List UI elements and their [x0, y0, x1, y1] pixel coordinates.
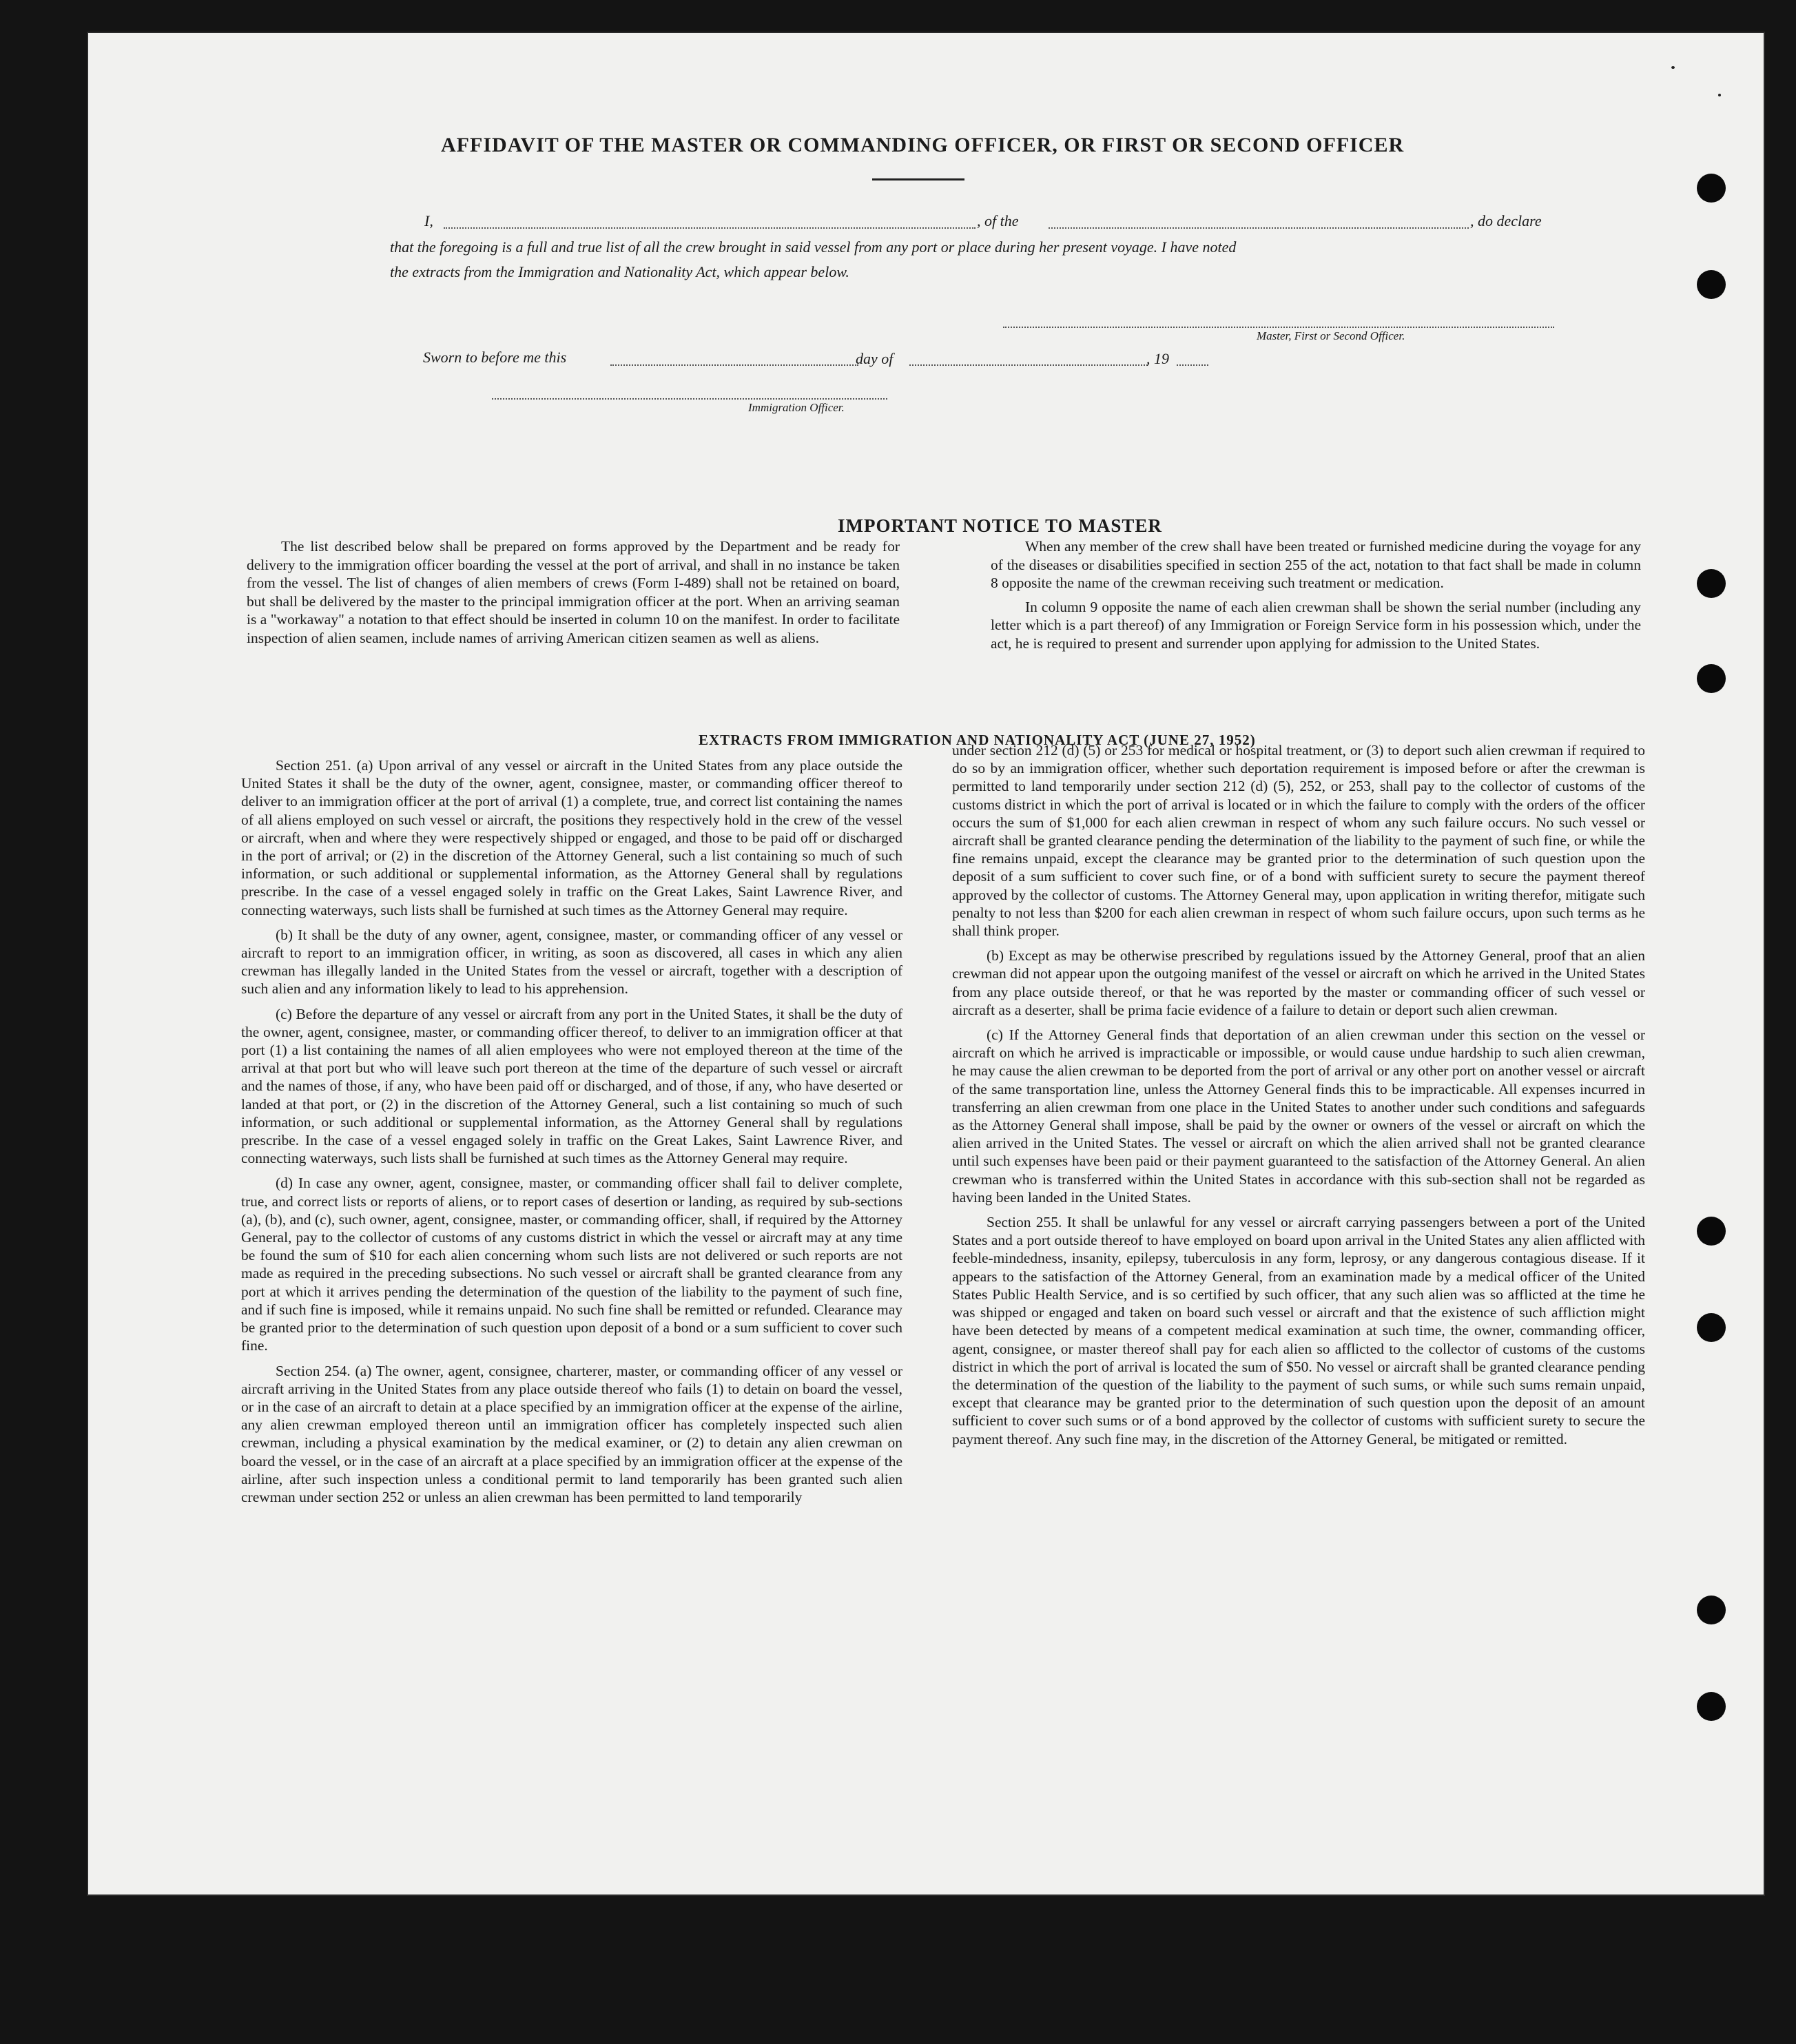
section-251-d: (d) In case any owner, agent, consignee, master, or commanding officer shall fail to deliver complete, true, and correct lists or reports of aliens, or to report cases of desertion or landing, as required by sub-sections (a), (b), and (c), such owner, agent, consignee, master, or commanding officer, shall, if required by the Attorney General, pay to the collector of customs of any customs district in which the vessel or aircraft may at any time be found the sum of $10 for each alien concerning whom such lists are not delivered or such reports are not made as required in the preceding subsections. No such vessel or aircraft shall be granted clearance from any port at which it arrives pending the determination of the question of the liability to the payment of such fine, and if such fine is imposed, while it remains unpaid. No such fine shall be remitted or refunded. Clearance may be granted prior to the determination of such question upon deposit of a bond or a sum sufficient to cover such fine.: [241, 1175, 902, 1354]
sworn-month-field[interactable]: [909, 364, 1148, 366]
declare-suffix: , do declare: [1470, 212, 1542, 229]
notice-paragraph: In column 9 opposite the name of each alien crewman shall be shown the serial number (including any letter which is a part thereof) of any Immigration or Foreign Service form in his possession which, under the act, he is required to present and surrender upon applying for admission to the United States.: [991, 598, 1641, 652]
notice-paragraph: When any member of the crew shall have been treated or furnished medicine during the voyage for any of the diseases or disabilities specified in section 255 of the act, notation to that fact shall be made in column 8 opposite the name of the crewman receiving such treatment or medication.: [991, 538, 1641, 591]
sworn-day-label: day of: [856, 350, 894, 367]
extracts-title: EXTRACTS FROM IMMIGRATION AND NATIONALITY ACT (JUNE 27, 1952): [699, 732, 1256, 748]
binder-hole: [1697, 664, 1726, 693]
binder-hole: [1697, 1313, 1726, 1342]
affidavit-title: AFFIDAVIT OF THE MASTER OR COMMANDING OFFICER, OR FIRST OR SECOND OFFICER: [441, 134, 1405, 156]
extracts-right-column: [952, 741, 1645, 1455]
sworn-prefix: Sworn to before me this: [423, 349, 567, 366]
title-rule: [872, 178, 964, 180]
binder-hole: [1697, 1692, 1726, 1721]
document-page: [87, 32, 1765, 1896]
sworn-year-field[interactable]: [1177, 364, 1208, 366]
binder-hole: [1697, 1596, 1726, 1624]
sworn-year-label: , 19: [1146, 350, 1169, 367]
master-signature-label: Master, First or Second Officer.: [1257, 329, 1405, 342]
declarant-name-field[interactable]: [444, 227, 976, 229]
notice-paragraph: The list described below shall be prepared on forms approved by the Department and be ready for delivery to the immigration officer boarding the vessel at the port of arrival, and shall in no instance be taken from the vessel. The list of changes of alien members of crews (Form I-489) shall not be retained on board, but shall be delivered by the master to the principal immigration officer at the port. When an arriving seaman is a "workaway" a notation to that effect should be inserted in column 10 on the manifest. In order to facilitate inspection of alien seamen, include names of arriving American citizen seamen as well as aliens.: [247, 538, 900, 646]
declaration-statement-1: that the foregoing is a full and true list of all the crew brought in said vessel from any port or place during her present voyage. I have noted: [390, 238, 1237, 256]
officer-signature-field[interactable]: [492, 398, 887, 400]
section-251-b: (b) It shall be the duty of any owner, agent, consignee, master, or commanding officer of any vessel or aircraft to report to an immigration officer, in writing, as soon as discovered, all cases in which any alien crewman has illegally landed in the United States from the vessel or aircraft, together with a description of such alien and any information likely to lead to his apprehension.: [241, 926, 902, 998]
officer-signature-label: Immigration Officer.: [748, 401, 845, 414]
notice-title: IMPORTANT NOTICE TO MASTER: [838, 515, 1162, 536]
section-254-b: (b) Except as may be otherwise prescribed by regulations issued by the Attorney General, proof that an alien crewman did not appear upon the outgoing manifest of the vessel or aircraft on which he arrived in the United States from any place outside thereof, or that he was reported by the master or commanding officer of such vessel or aircraft as a deserter, shall be prima facie evidence of a failure to detain or deport such alien crewman.: [952, 947, 1645, 1018]
section-251-a: Section 251. (a) Upon arrival of any vessel or aircraft in the United States from any place outside the United States it shall be the duty of the owner, agent, consignee, master, or commanding officer thereof to deliver to an immigration officer at the port of arrival (1) a complete, true, and correct list containing the names of all aliens employed on such vessel or aircraft, the positions they respectively hold in the crew of the vessel or aircraft, when and where they were respectively shipped or engaged, and those to be paid off or discharged in the port of arrival; or (2) in the discretion of the Attorney General, such a list containing so much of such information, or such additional or supplemental information, as the Attorney General shall by regulations prescribe. In the case of a vessel engaged solely in traffic on the Great Lakes, Saint Lawrence River, and connecting waterways, such lists shall be furnished at such times as the Attorney General may require.: [241, 757, 902, 918]
binder-hole: [1697, 174, 1726, 203]
section-254-a-continued: under section 212 (d) (5) or 253 for medical or hospital treatment, or (3) to deport such alien crewman if required to do so by an immigration officer, whether such deportation requirement is imposed before or after the crewman is permitted to land temporarily under section 212 (d) (5), 252, or 253, shall pay to the collector of customs of the customs district in which the port of arrival is located or in which the failure to comply with the orders of the officer occurs the sum of $1,000 for each alien crewman in respect of whom any such failure occurs. No such vessel or aircraft shall be granted clearance pending the determination of the liability to the payment of such fine, or while the fine remains unpaid, except the clearance may be granted prior to the determination of such question upon the deposit of a sum sufficient to cover such fine, or of a bond with sufficient surety to secure the payment thereof approved by the collector of customs. The Attorney General may, upon application in writing therefor, mitigate such penalty to not less than $200 for each alien crewman in respect of whom such failure occurs, upon such terms as he shall think proper.: [952, 742, 1645, 940]
notice-right-column: [991, 537, 1641, 658]
notice-left-column: [247, 537, 900, 652]
section-255: Section 255. It shall be unlawful for any vessel or aircraft carrying passengers between a port of the United States and a port outside thereof to have employed on board upon arrival in the United States any alien afflicted with feeble-mindedness, insanity, epilepsy, tuberculosis in any form, leprosy, or any dangerous contagious disease. If it appears to the satisfaction of the Attorney General, from an examination made by a medical officer of the United States Public Health Service, and is so certified by such officer, that any such alien was so afflicted at the time he was shipped or engaged and taken on board such vessel or aircraft and that the existence of such affliction might have been detected by means of a competent medical examination at such time, the owner, commanding officer, agent, consignee, or master thereof shall pay for each alien so afflicted to the collector of customs of the customs district in which the port of arrival is located the sum of $50. No vessel or aircraft shall be granted clearance pending the determination of the question of the liability to the payment of such sums, or while such sums remain unpaid, except that clearance may be granted prior to the determination of such question upon the deposit of an amount sufficient to cover such sums or of a bond approved by the collector of customs with sufficient surety to secure the payment thereof. Any such fine may, in the discretion of the Attorney General, be mitigated or remitted.: [952, 1214, 1645, 1447]
binder-hole: [1697, 569, 1726, 598]
sworn-day-field[interactable]: [610, 364, 858, 366]
binder-hole: [1697, 1217, 1726, 1246]
scan-speck: [1671, 66, 1675, 69]
extracts-left-column: [241, 756, 902, 1513]
vessel-prefix: , of the: [977, 212, 1019, 229]
vessel-name-field[interactable]: [1049, 227, 1469, 229]
section-251-c: (c) Before the departure of any vessel or aircraft from any port in the United States, it shall be the duty of the owner, agent, consignee, master, or commanding officer thereof, to deliver to an immigration officer at that port (1) a list containing the names of all alien employees who were not employed thereon at the time of the arrival at that port but who will leave such port thereon at the time of the departure of such vessel or aircraft and the names of those, if any, who have been paid off or discharged, and of those, if any, who have deserted or landed at that port, or (2) in the discretion of the Attorney General, such a list containing so much of such information, or such additional or supplemental information, as the Attorney General shall by regulations prescribe. In the case of a vessel engaged solely in traffic on the Great Lakes, Saint Lawrence River, and connecting waterways, such lists shall be furnished at such times as the Attorney General may require.: [241, 1005, 902, 1167]
declarant-prefix: I,: [424, 212, 433, 229]
binder-hole: [1697, 270, 1726, 299]
master-signature-field[interactable]: [1003, 327, 1554, 328]
section-254-c: (c) If the Attorney General finds that deportation of an alien crewman under this section on the vessel or aircraft on which he arrived is impracticable or impossible, or would cause undue hardship to such alien crewman, he may cause the alien crewman to be deported from the port of arrival or any other port on another vessel or aircraft of the same transportation line, unless the Attorney General finds this to be impracticable. All expenses incurred in transferring an alien crewman from one place in the United States to another under such conditions and safeguards as the Attorney General shall impose, shall be paid by the owner or owners of the vessel or aircraft on which the alien arrived in the United States. The vessel or aircraft on which the alien arrived shall not be granted clearance until such expenses have been paid or their payment guaranteed to the satisfaction of the Attorney General. An alien crewman who is transferred within the United States in accordance with this sub-section shall not be regarded as having been landed in the United States.: [952, 1026, 1645, 1206]
scan-speck: [1718, 94, 1721, 96]
section-254-a: Section 254. (a) The owner, agent, consignee, charterer, master, or commanding officer of any vessel or aircraft arriving in the United States from any place outside thereof who fails (1) to detain on board the vessel, or in the case of an aircraft to detain at a place specified by an immigration officer at the expense of the airline, any alien crewman employed thereon until an immigration officer has completely inspected such alien crewman, including a physical examination by the medical examiner, or (2) to detain any alien crewman on board the vessel, or in the case of an aircraft at a place specified by an immigration officer at the expense of the airline, after such inspection unless a conditional permit to land temporarily has been granted such alien crewman under section 252 or unless an alien crewman has been permitted to land temporarily: [241, 1362, 902, 1505]
declaration-statement-2: the extracts from the Immigration and Nationality Act, which appear below.: [390, 263, 849, 280]
